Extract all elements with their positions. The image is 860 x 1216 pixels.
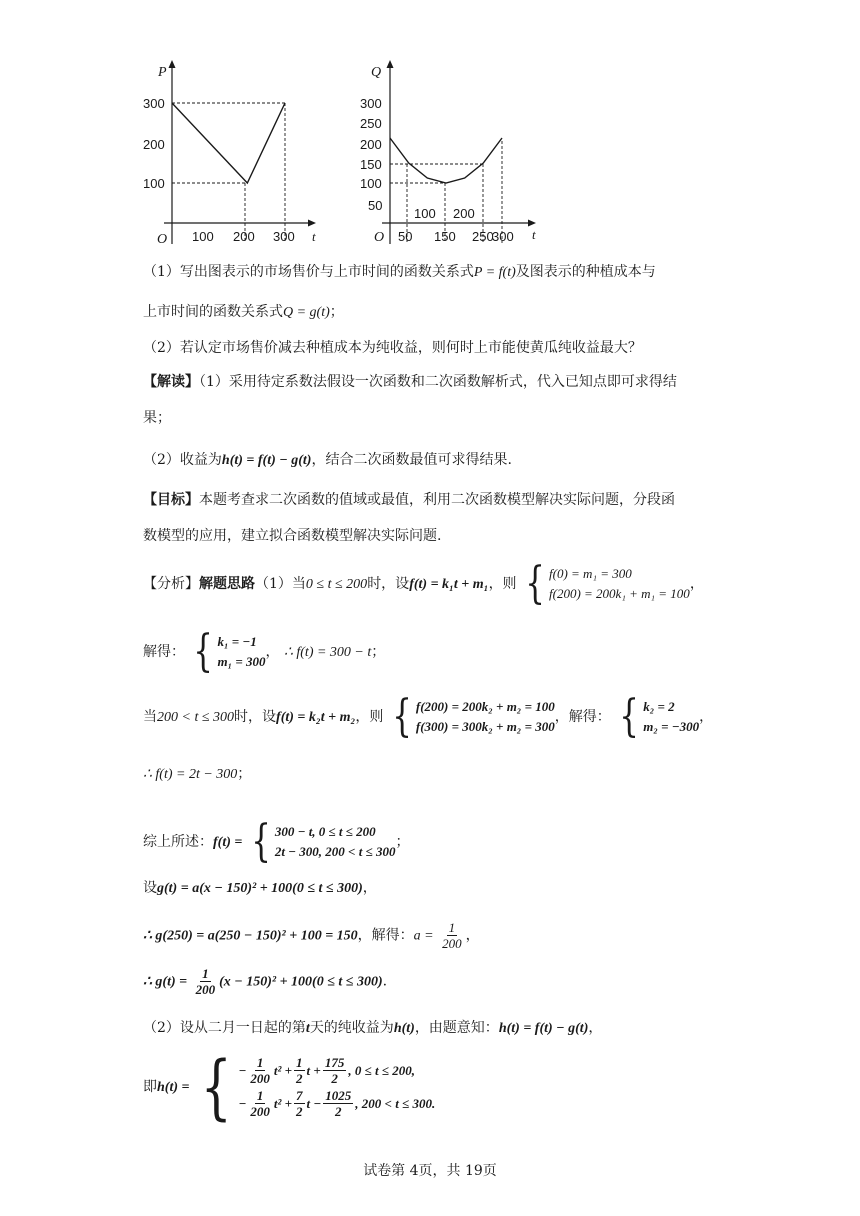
text: ； [395,834,410,850]
fenxi-line-9 [143,1018,602,1039]
text: 当 [143,709,157,725]
text: 上市时间的函数关系式 [143,304,283,320]
math-expr: (x − 150)² + 100(0 ≤ t ≤ 300) [219,974,383,990]
math-expr: ∴ f(t) = 300 − t [283,645,372,660]
x-tick-label: 200 [233,229,255,244]
brace-glyph: { [392,691,412,742]
brace-glyph: { [525,558,545,609]
text: . [382,973,388,990]
math-expr: 200 < t ≤ 300 [157,710,235,725]
text: − [238,1095,247,1111]
fraction [194,966,218,997]
denominator: 2 [296,1104,303,1119]
x-tick-label: 300 [492,229,514,244]
text: 时，设 [367,576,410,592]
figure-charts [140,56,560,252]
fenxi-line-6 [143,878,377,899]
denominator: 200 [250,1071,270,1086]
fraction [294,1088,305,1119]
x-tick-label: 150 [434,229,456,244]
text: , 0 ≤ t ≤ 200, [348,1062,415,1078]
equation-line: k₂ = 2 [643,699,675,714]
numerator: 1 [202,966,209,981]
numerator: 1 [296,1055,303,1070]
text: 即 [143,1079,157,1095]
mubiao-line-1 [143,490,675,510]
chart-right [360,60,536,245]
x-tick-label: 300 [273,229,295,244]
y-tick-label: 100 [143,176,165,191]
equation-system [521,558,690,609]
math-expr: ∴ g(t) = [143,974,188,990]
text: ， [362,880,377,896]
text: ，结合二次函数最值可求得结果. [311,452,512,468]
text: ，由题意知： [414,1020,499,1036]
denominator: 200 [442,936,462,951]
x-axis-label: t [312,229,316,244]
equation-line: m₁ = 300 [217,654,266,669]
series-line-p [172,103,285,183]
y-tick-label: 150 [360,157,382,172]
math-expr: f(t) = k₁t + m₁ [409,577,489,592]
text: t² + [273,1095,293,1111]
y-tick-label: 200 [360,137,382,152]
text: ，解得： [357,927,414,944]
equation-line: k₁ = −1 [217,634,257,649]
brace-glyph: { [200,1046,232,1128]
text: 解得： [143,644,185,660]
page-footer: 试卷第 4页，共 19页 [363,1163,497,1179]
fenxi-line-4 [143,764,251,785]
text: （2）设从二月一日起的第 [143,1020,306,1036]
text: 设 [143,880,157,896]
x-tick-label: 100 [414,206,436,221]
equation-system [189,626,266,677]
text: （2）收益为 [143,452,222,468]
y-tick-label: 300 [360,96,382,111]
text: ， [265,644,280,660]
section-tag: 解题思路 [199,576,255,592]
math-expr: a = [413,928,434,944]
text: ，则 [488,576,517,592]
denominator: 200 [250,1104,270,1119]
jiedu-line-2: 果； [143,410,171,426]
math-expr: h(t) = f(t) − g(t) [498,1021,589,1036]
section-tag: 【目标】 [143,492,199,508]
text: ， [699,709,714,725]
math-expr: ∴ g(250) = a(250 − 150)² + 100 = 150 [143,928,358,944]
y-tick-label: 250 [360,116,382,131]
math-expr: 0 ≤ t ≤ 200 [305,577,368,592]
text: ； [329,304,344,320]
x-tick-label: 200 [453,206,475,221]
denominator: 200 [195,982,216,997]
jiedu-line-3 [143,450,512,471]
math-expr: P = f(t) [473,265,516,280]
math-expr: h(t) = [157,1080,190,1095]
text: 综上所述： [143,834,213,850]
y-tick-label: 50 [368,198,383,213]
equation-line: f(300) = 300k₂ + m₂ = 300 [415,719,555,734]
math-expr: h(t) [393,1021,415,1036]
x-tick-label: 100 [192,229,214,244]
numerator: 1 [256,1055,264,1070]
x-axis-label: t [532,227,536,242]
y-axis-arrow-icon [387,60,394,68]
equation-system [388,691,555,742]
denominator: 2 [296,1071,303,1086]
denominator: 2 [335,1104,342,1119]
text: − [238,1062,247,1078]
equation-line: m₂ = −300 [643,719,700,734]
numerator: 1 [448,920,456,935]
origin-label: O [374,230,385,245]
fenxi-line-2 [143,626,386,677]
equation-line: f(200) = 200k₂ + m₂ = 100 [415,699,555,714]
math-expr: h(t) = f(t) − g(t) [221,453,312,468]
x-axis-arrow-icon [308,220,316,227]
text: ， [588,1020,603,1036]
x-axis-arrow-icon [528,220,536,227]
jiedu-line-1 [143,372,677,392]
y-axis-arrow-icon [169,60,176,68]
text: 及图表示的种植成本与 [515,264,656,280]
equation-line: f(0) = m₁ = 300 [549,566,632,581]
numerator: 175 [324,1055,345,1070]
question-1-line-2 [143,302,344,323]
fenxi-line-5 [143,816,410,867]
fenxi-line-8 [143,966,387,997]
fenxi-line-1 [143,558,704,609]
math-expr: g(t) = a(x − 150)² + 100(0 ≤ t ≤ 300) [157,881,363,896]
fraction [248,1088,272,1119]
text: （1）写出图表示的市场售价与上市时间的函数关系式 [143,264,474,280]
text: ， [689,576,704,592]
y-axis-label: Q [371,65,382,80]
y-tick-label: 100 [360,176,382,191]
text: t + [306,1062,321,1078]
math-expr: f(t) = k₂t + m₂ [276,710,356,725]
brace-glyph: { [251,816,271,867]
text: ， [465,927,480,944]
math-expr: ∴ f(t) = 2t − 300 [143,767,238,782]
text: ，则 [355,709,384,725]
piecewise-system [247,816,396,867]
equation-line: 2t − 300, 200 < t ≤ 300 [274,844,396,859]
text: 天的纯收益为 [309,1020,394,1036]
fraction [248,1055,272,1086]
section-tag: 【解读】 [143,374,199,390]
text: （1）采用待定系数法假设一次函数和二次函数解析式，代入已知点即可求得结 [199,374,677,390]
question-2: （2）若认定市场售价减去种植成本为纯收益，则何时上市能使黄瓜纯收益最大？ [143,340,642,356]
fraction [323,1055,347,1086]
brace-glyph: { [193,626,214,677]
equation-line: f(200) = 200k₁ + m₁ = 100 [549,586,690,601]
origin-label: O [157,232,168,247]
y-axis-label: P [158,65,167,80]
text: t − [306,1095,322,1111]
x-tick-label: 50 [398,229,413,244]
fenxi-line-7 [143,920,480,951]
text: ； [371,644,386,660]
piecewise-system [194,1046,436,1128]
denominator: 2 [331,1071,338,1086]
text: （1）当 [255,576,306,592]
text: ，解得： [554,709,611,725]
mubiao-line-2: 数模型的应用，建立拟合函数模型解决实际问题. [143,528,442,544]
text: , 200 < t ≤ 300. [355,1095,436,1111]
fraction [294,1055,305,1086]
chart-left [143,60,316,247]
fraction [440,920,464,951]
piecewise-row [238,1055,435,1086]
x-tick-label: 250 [472,229,494,244]
math-expr: f(t) = [213,835,243,850]
text: t² + [273,1062,293,1078]
fraction [323,1088,353,1119]
y-tick-label: 300 [143,96,165,111]
numerator: 1025 [325,1088,352,1103]
text: ； [237,766,252,782]
fenxi-line-3 [143,691,714,742]
math-expr: Q = g(t) [283,305,330,320]
section-tag: 【分析】 [143,576,199,592]
text: 时，设 [234,709,277,725]
y-tick-label: 200 [143,137,165,152]
equation-line: 300 − t, 0 ≤ t ≤ 200 [274,824,376,839]
numerator: 7 [296,1088,303,1103]
piecewise-row [238,1088,435,1119]
math-expr: t [305,1021,310,1036]
brace-glyph: { [619,691,640,742]
equation-system [615,691,700,742]
numerator: 1 [256,1088,264,1103]
question-1-line-1 [143,262,656,283]
text: 本题考查求二次函数的值域或最值，利用二次函数模型解决实际问题，分段函 [199,492,675,508]
fenxi-line-10 [143,1046,436,1128]
